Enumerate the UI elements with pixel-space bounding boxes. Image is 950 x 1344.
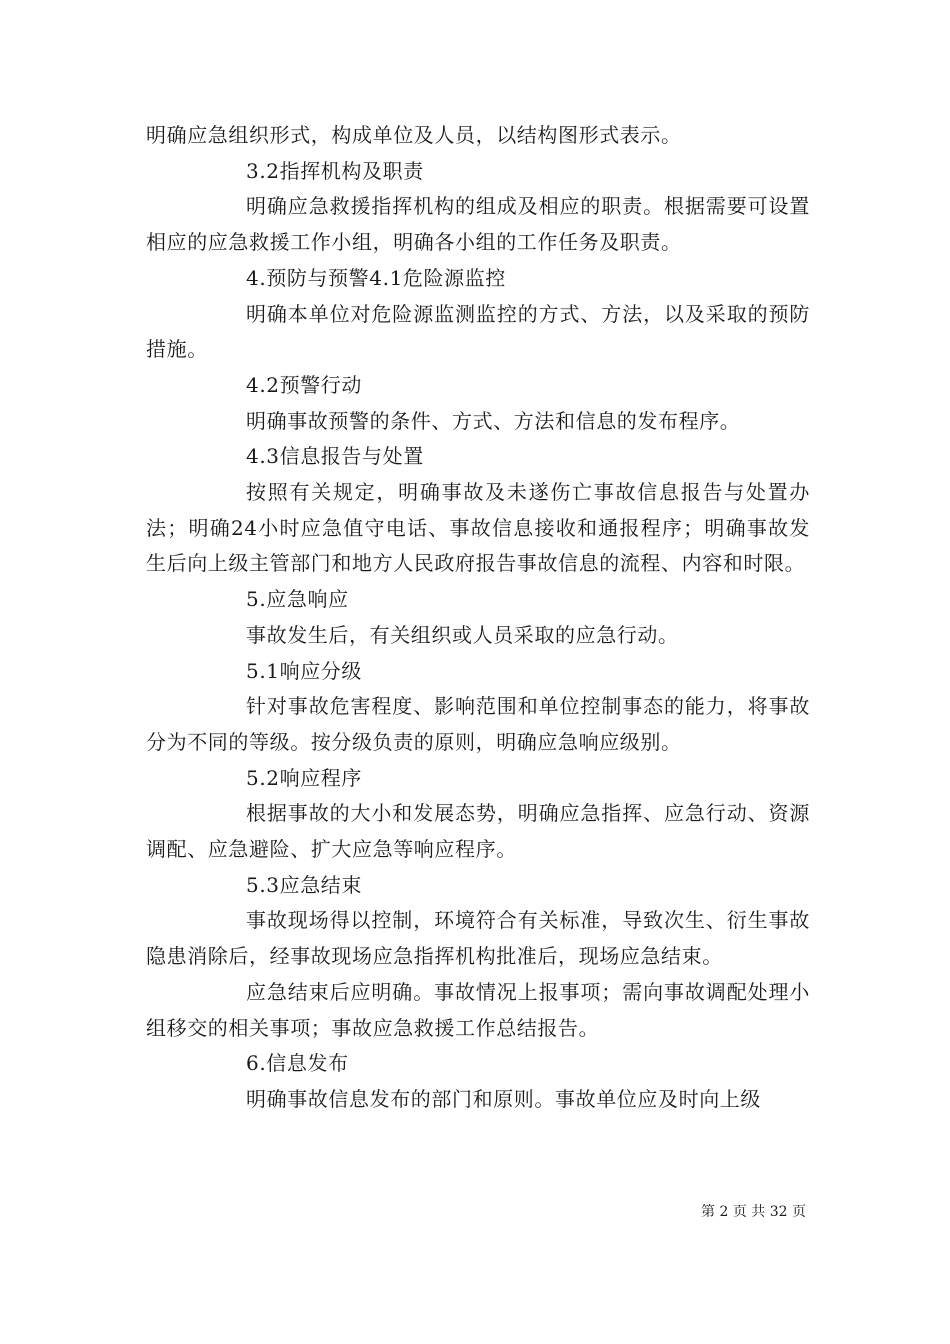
paragraph: 5.1响应分级 bbox=[246, 658, 363, 683]
paragraph: 应急结束后应明确。事故情况上报事项；需向事故调配处理小组移交的相关事项；事故应急救援工作总结报告。 bbox=[146, 979, 810, 1040]
paragraph: 3.2指挥机构及职责 bbox=[246, 158, 424, 183]
paragraph: 4.2预警行动 bbox=[246, 372, 363, 397]
paragraph: 明确应急组织形式，构成单位及人员，以结构图形式表示。 bbox=[146, 123, 682, 147]
paragraph: 明确事故信息发布的部门和原则。事故单位应及时向上级 bbox=[246, 1086, 761, 1111]
paragraph: 明确本单位对危险源监测监控的方式、方法，以及采取的预防措施。 bbox=[146, 301, 810, 362]
document-body bbox=[146, 118, 810, 1118]
paragraph: 明确事故预警的条件、方式、方法和信息的发布程序。 bbox=[246, 408, 741, 433]
paragraph: 明确应急救援指挥机构的组成及相应的职责。根据需要可设置相应的应急救援工作小组，明确各小组的工作任务及职责。 bbox=[146, 194, 810, 255]
paragraph: 6.信息发布 bbox=[246, 1051, 349, 1076]
paragraph: 按照有关规定，明确事故及未遂伤亡事故信息报告与处置办法；明确24小时应急值守电话、事故信息接收和通报程序；明确事故发生后向上级主管部门和地方人民政府报告事故信息的流程、内容和时限。 bbox=[146, 480, 810, 576]
paragraph: 根据事故的大小和发展态势，明确应急指挥、应急行动、资源调配、应急避险、扩大应急等响应程序。 bbox=[146, 801, 810, 862]
paragraph: 5.2响应程序 bbox=[246, 765, 363, 790]
paragraph: 事故现场得以控制，环境符合有关标准，导致次生、衍生事故隐患消除后，经事故现场应急指挥机构批准后，现场应急结束。 bbox=[146, 908, 810, 969]
paragraph: 针对事故危害程度、影响范围和单位控制事态的能力，将事故分为不同的等级。按分级负责的原则，明确应急响应级别。 bbox=[146, 694, 810, 754]
page-number: 第 2 页 共 32 页 bbox=[701, 1204, 806, 1220]
paragraph: 5.3应急结束 bbox=[246, 872, 363, 897]
paragraph: 5.应急响应 bbox=[246, 587, 349, 612]
paragraph: 事故发生后，有关组织或人员采取的应急行动。 bbox=[246, 622, 679, 647]
paragraph: 4.预防与预警4.1危险源监控 bbox=[246, 265, 506, 290]
paragraph: 4.3信息报告与处置 bbox=[246, 444, 424, 469]
